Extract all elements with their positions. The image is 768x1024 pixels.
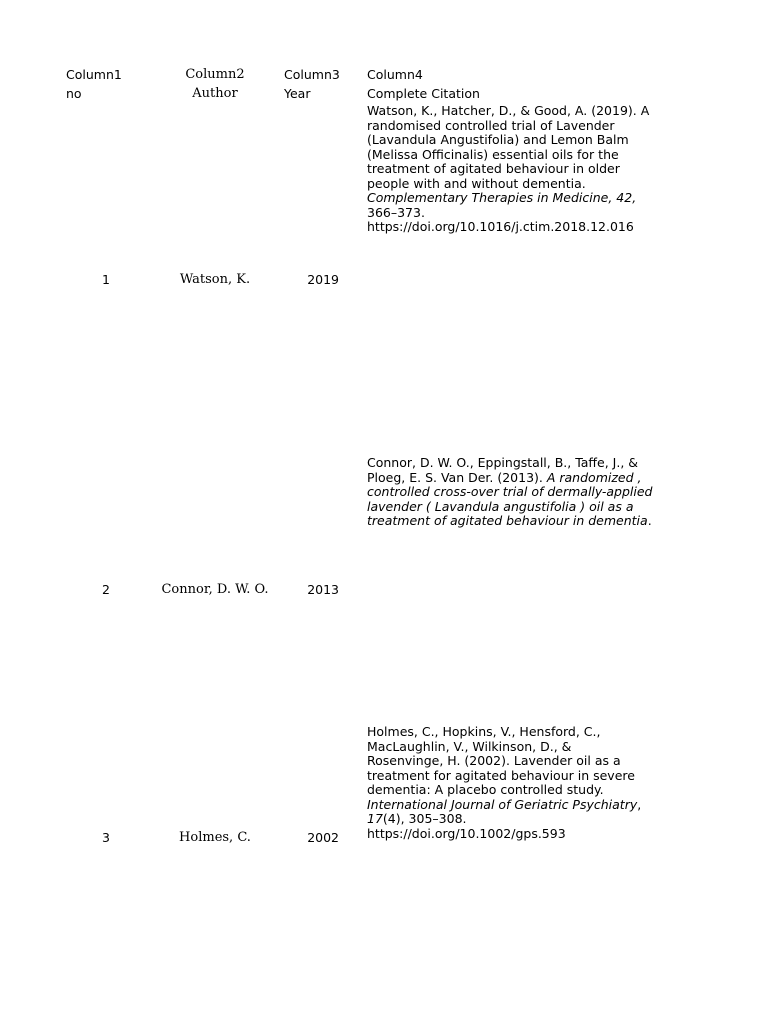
journal-volume: 17	[367, 811, 383, 826]
journal-tail: ,	[637, 796, 642, 812]
subheader-no: no	[66, 86, 82, 101]
subheader-year: Year	[284, 86, 311, 101]
citation-part: Ploeg, E. S. Van Der. (2013).	[367, 469, 547, 485]
citation-line-journal	[367, 798, 667, 813]
citation-line: Connor, D. W. O., Eppingstall, B., Taffe, J., &	[367, 455, 639, 470]
citation-line-journal	[367, 191, 667, 206]
row-3-author: Holmes, C.	[179, 830, 251, 845]
citation-line: Rosenvinge, H. (2002). Lavender oil as a	[367, 753, 621, 768]
citation-part: (4), 305–308.	[382, 811, 467, 826]
citation-end: .	[647, 513, 652, 528]
row-3-year: 2002	[307, 830, 339, 845]
row-1-author: Watson, K.	[179, 272, 251, 287]
citation-title-line: controlled cross-over trial of dermally-applied	[367, 484, 653, 499]
citation-line: randomised controlled trial of Lavender	[367, 117, 615, 133]
row-2-year: 2013	[307, 582, 339, 597]
citation-line: dementia: A placebo controlled study.	[367, 782, 604, 797]
citation-line: 366–373.	[367, 204, 425, 220]
citation-title-part: treatment of agitated behaviour in dementia	[367, 513, 648, 528]
header-column4: Column4	[367, 67, 423, 82]
citation-title-part: A randomized ,	[546, 469, 642, 485]
citation-line: (Lavandula Angustifolia) and Lemon Balm	[367, 132, 629, 147]
subheader-citation: Complete Citation	[367, 86, 480, 101]
citation-doi: https://doi.org/10.1002/gps.593	[367, 825, 566, 841]
journal-name: Complementary Therapies in Medicine	[367, 190, 609, 205]
citation-title-line: lavender ( Lavandula angustifolia ) oil as a	[367, 498, 634, 514]
citation-line: MacLaughlin, V., Wilkinson, D., &	[367, 738, 572, 754]
citation-line-volume	[367, 812, 667, 827]
citation-title-line-last	[367, 514, 667, 529]
header-column3: Column3	[284, 67, 340, 82]
journal-tail: , 42,	[608, 190, 637, 205]
citation-line: treatment of agitated behaviour in older	[367, 161, 620, 176]
subheader-author: Author	[192, 86, 238, 101]
citation-doi: https://doi.org/10.1016/j.ctim.2018.12.016	[367, 219, 634, 234]
citation-1	[367, 104, 667, 235]
row-2-no: 2	[102, 582, 110, 597]
citation-3	[367, 725, 667, 841]
row-1-no: 1	[102, 272, 110, 287]
citation-line: (Melissa Officinalis) essential oils for the	[367, 146, 619, 162]
citation-line	[367, 471, 667, 486]
header-column2: Column2	[185, 67, 245, 82]
row-3-no: 3	[102, 830, 110, 845]
citation-line: people with and without dementia.	[367, 175, 586, 191]
journal-name: International Journal of Geriatric Psychiatry	[367, 796, 638, 812]
header-column1: Column1	[66, 67, 122, 82]
row-1-year: 2019	[307, 272, 339, 287]
citation-line: Watson, K., Hatcher, D., & Good, A. (2019). A	[367, 103, 650, 118]
citation-2	[367, 456, 667, 529]
row-2-author: Connor, D. W. O.	[161, 582, 269, 597]
citation-line: treatment for agitated behaviour in severe	[367, 767, 635, 783]
citation-line: Holmes, C., Hopkins, V., Hensford, C.,	[367, 724, 601, 739]
